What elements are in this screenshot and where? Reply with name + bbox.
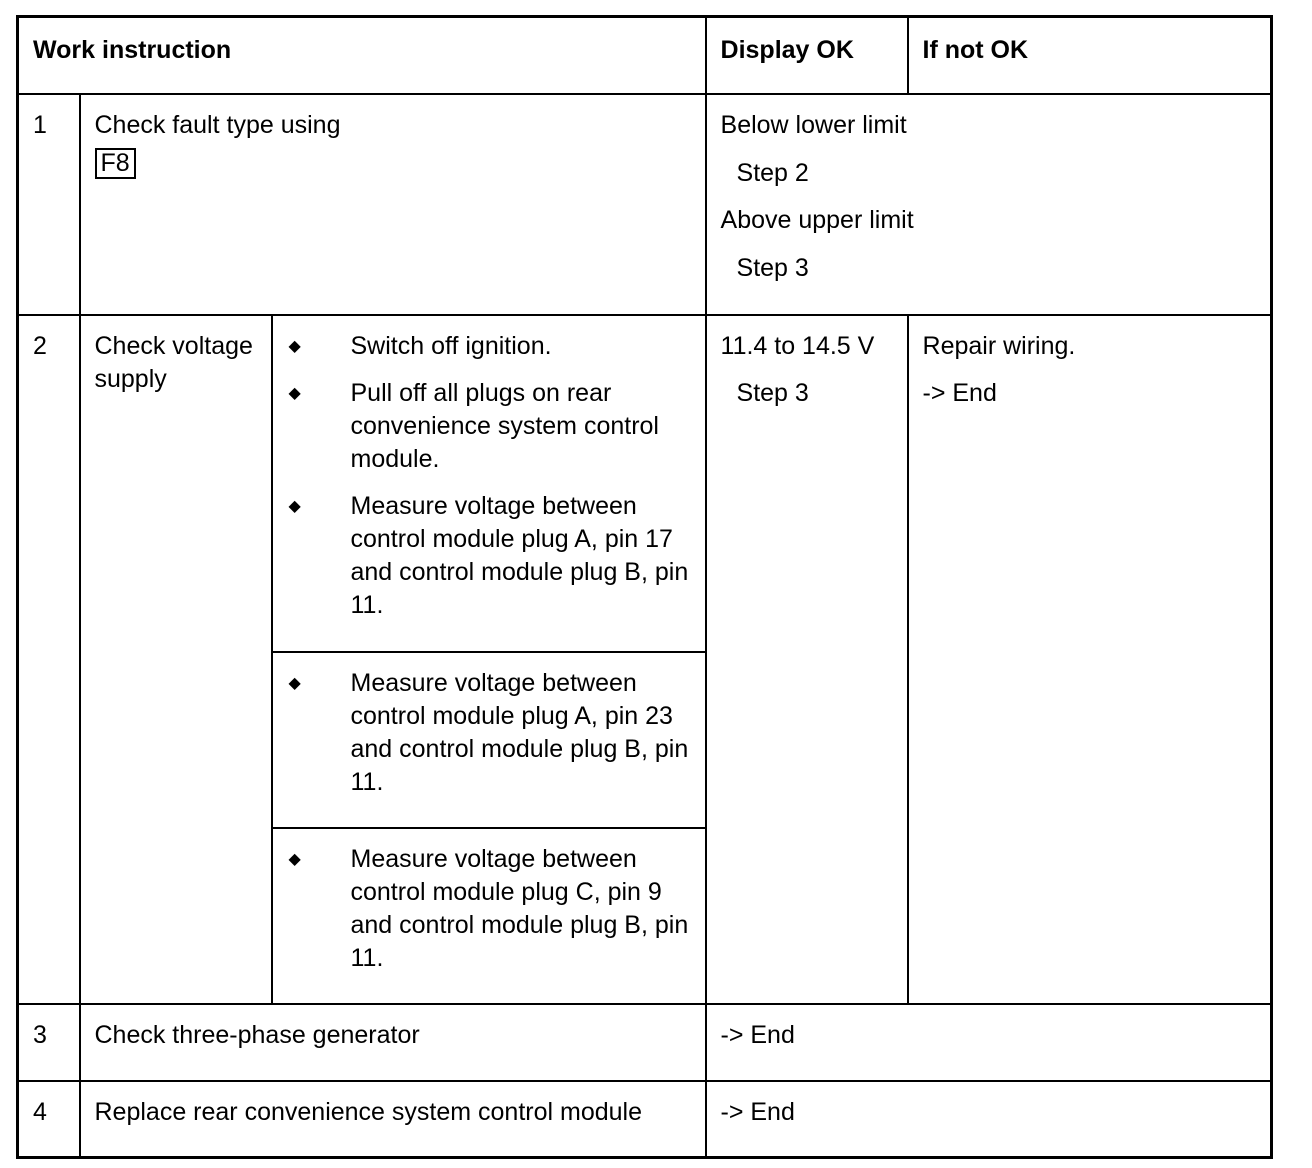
step-instruction <box>80 94 706 315</box>
bullet-group <box>272 652 706 828</box>
step-number: 3 <box>18 1004 80 1081</box>
list-item-text: Pull off all plugs on rear convenience system control module. <box>350 378 659 473</box>
instruction-text: Check fault type using <box>94 110 341 139</box>
work-instruction-table <box>16 15 1273 1159</box>
header-work-instruction: Work instruction <box>18 17 706 94</box>
table-row <box>18 94 1272 315</box>
list-item <box>287 667 691 799</box>
display-ok-next-step: Step 3 <box>736 378 809 407</box>
if-not-ok-cell <box>908 315 1272 1004</box>
bullet-diamond-icon: ◆ <box>288 384 301 402</box>
list-item <box>287 330 691 363</box>
display-ok-cell <box>706 315 908 1004</box>
list-item <box>287 490 691 622</box>
result-condition: Above upper limit <box>720 205 914 234</box>
bullet-diamond-icon: ◆ <box>288 674 301 692</box>
bullet-group <box>272 315 706 652</box>
list-item-text: Measure voltage between control module plug A, pin 17 and control module plug B, pin 11. <box>350 491 689 619</box>
header-if-not-ok: If not OK <box>908 17 1272 94</box>
header-display-ok: Display OK <box>706 17 908 94</box>
if-not-ok-next: -> End <box>922 378 997 407</box>
bullet-diamond-icon: ◆ <box>288 497 301 515</box>
display-ok-value: 11.4 to 14.5 V <box>720 331 875 360</box>
list-item-text: Measure voltage between control module plug A, pin 23 and control module plug B, pin 11. <box>350 668 689 796</box>
step-number: 2 <box>18 315 80 1004</box>
step-result <box>706 94 1272 315</box>
header-row <box>18 17 1272 94</box>
bullet-group <box>272 828 706 1004</box>
if-not-ok-action: Repair wiring. <box>922 331 1076 360</box>
result-condition: Below lower limit <box>720 110 907 139</box>
step-result: -> End <box>706 1081 1272 1158</box>
table-row <box>18 1081 1272 1158</box>
step-instruction: Replace rear convenience system control module <box>80 1081 706 1158</box>
list-item-text: Switch off ignition. <box>350 331 552 360</box>
step-number: 1 <box>18 94 80 315</box>
table-row <box>18 315 1272 652</box>
bullet-diamond-icon: ◆ <box>288 337 301 355</box>
step-result: -> End <box>706 1004 1272 1081</box>
step-instruction: Check three-phase generator <box>80 1004 706 1081</box>
bullet-diamond-icon: ◆ <box>288 850 301 868</box>
table-row <box>18 1004 1272 1081</box>
list-item <box>287 377 691 476</box>
list-item-text: Measure voltage between control module plug C, pin 9 and control module plug B, pin 11. <box>350 844 689 972</box>
list-item <box>287 843 691 975</box>
result-next-step: Step 2 <box>736 158 809 187</box>
result-next-step: Step 3 <box>736 253 809 282</box>
f8-key-label: F8 <box>95 148 136 179</box>
step-number: 4 <box>18 1081 80 1158</box>
step-instruction: Check voltage supply <box>80 315 272 1004</box>
